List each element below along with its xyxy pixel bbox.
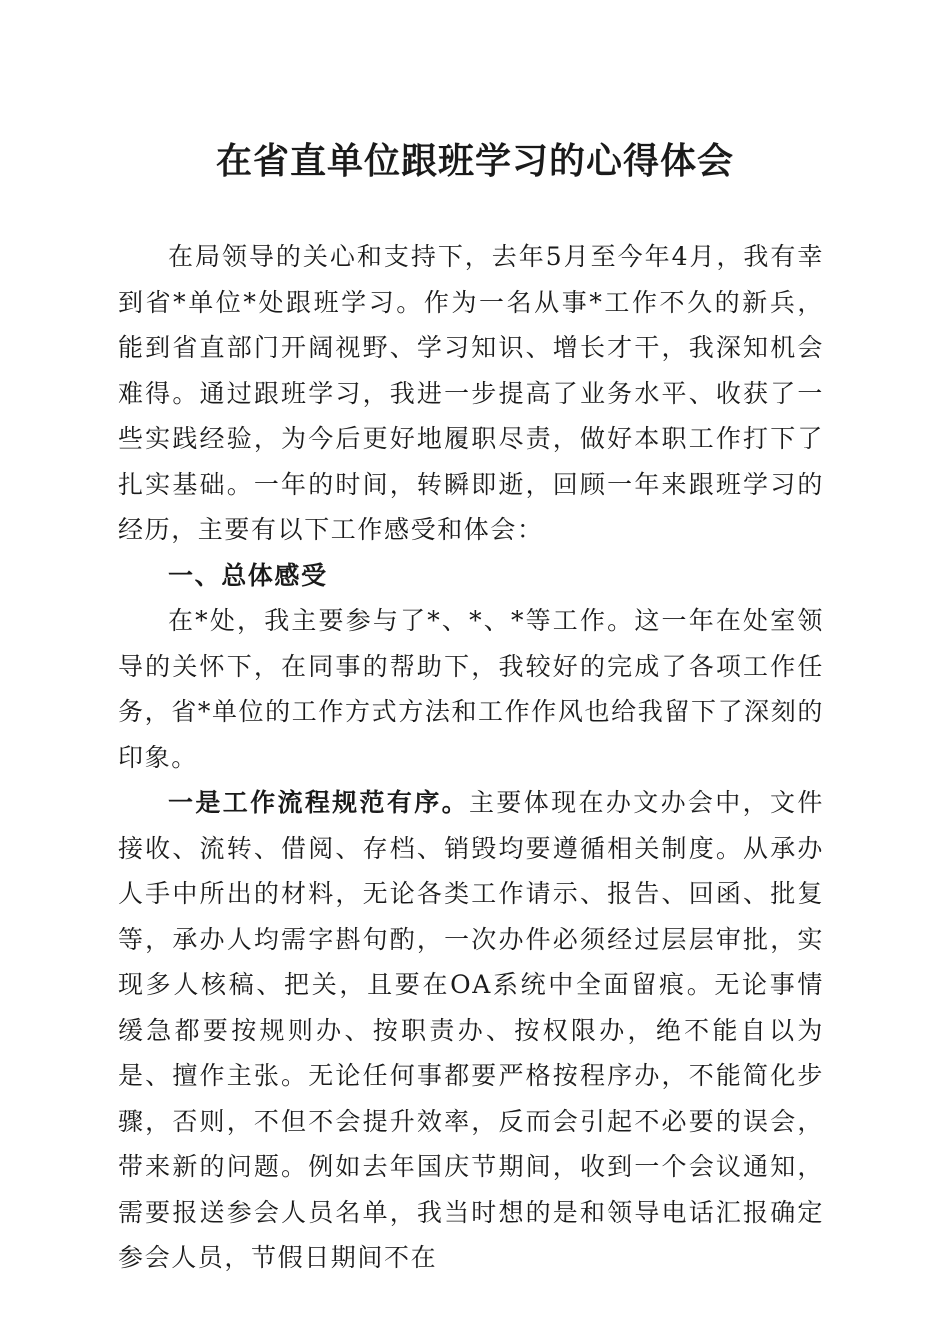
document-body <box>118 234 824 1281</box>
document-title: 在省直单位跟班学习的心得体会 <box>215 140 734 182</box>
section-heading-overall: 一、总体感受 <box>168 560 328 590</box>
point-1-paragraph <box>118 780 824 1281</box>
point-1-body: 主要体现在办文办会中，文件接收、流转、借阅、存档、销毁均要遵循相关制度。从承办人手中所出的材料，无论各类工作请示、报告、回函、批复等，承办人均需字斟句酌，一次办件必须经过层层审批，实现多人核稿、把关，且要在OA系统中全面留痕。无论事情缓急都要按规则办、按职责办、按权限办，绝不能自以为是、擅作主张。无论任何事都要严格按程序办，不能简化步骤，否则，不但不会提升效率，反而会引起不必要的误会，带来新的问题。例如去年国庆节期间，收到一个会议通知，需要报送参会人员名单，我当时想的是和领导电话汇报确定参会人员，节假日期间不在 <box>118 788 824 1272</box>
intro-paragraph: 在局领导的关心和支持下，去年5月至今年4月，我有幸到省*单位*处跟班学习。作为一名从事*工作不久的新兵，能到省直部门开阔视野、学习知识、增长才干，我深知机会难得。通过跟班学习，我进一步提高了业务水平、收获了一些实践经验，为今后更好地履职尽责，做好本职工作打下了扎实基础。一年的时间，转瞬即逝，回顾一年来跟班学习的经历，主要有以下工作感受和体会： <box>118 242 824 544</box>
overall-paragraph: 在*处，我主要参与了*、*、*等工作。这一年在处室领导的关怀下，在同事的帮助下，我较好的完成了各项工作任务，省*单位的工作方式方法和工作作风也给我留下了深刻的印象。 <box>118 606 824 772</box>
point-1-lead: 一是工作流程规范有序。 <box>168 788 470 817</box>
